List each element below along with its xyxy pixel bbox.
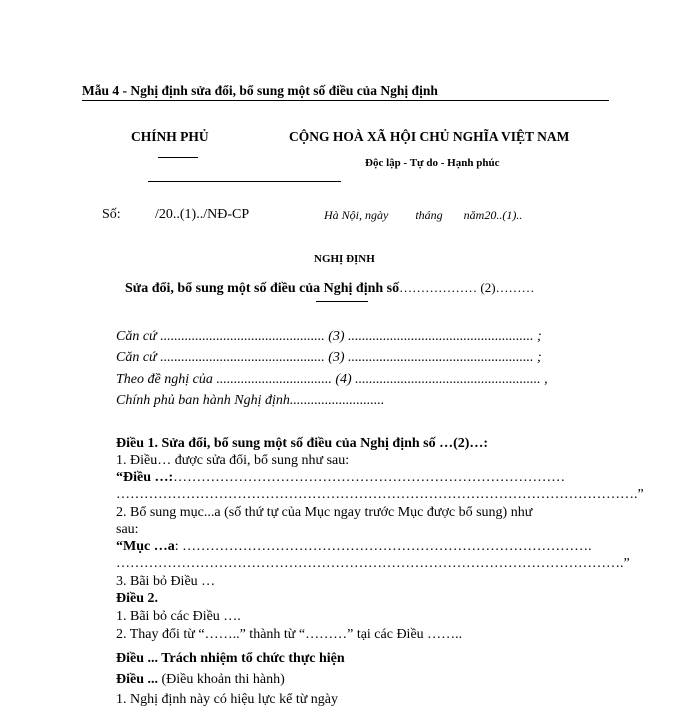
national-title: CỘNG HOÀ XÃ HỘI CHỦ NGHĨA VIỆT NAM xyxy=(289,129,570,144)
document-subject-tail: ……………… (2)……… xyxy=(399,280,535,295)
form-title-underline xyxy=(82,100,609,101)
quote-label: “Điều …: xyxy=(116,470,174,485)
article-2-item: 2. Thay đổi từ “……..” thành từ “………” tại các Điều …….. xyxy=(116,627,463,642)
article-1-item: 1. Điều… được sửa đổi, bổ sung như sau: xyxy=(116,453,350,468)
issuer-underline xyxy=(158,157,198,158)
continuation-dots: ……………………………………………………………………………………………….” xyxy=(116,556,630,571)
subject-underline xyxy=(316,301,368,302)
quote-dots: ………………………………………………………………………… xyxy=(173,470,566,485)
quote-label: “Mục …a xyxy=(116,539,175,554)
quote-dots: : ……………………………………………………………………………. xyxy=(174,539,592,554)
preamble-line: Theo đề nghị của ................................. (4) ..................................................... , xyxy=(116,372,548,387)
article-execution-label: Điều ... xyxy=(116,672,158,687)
place-date: Hà Nội, ngày tháng năm20..(1).. xyxy=(324,208,523,222)
article-1-title: Điều 1. Sửa đổi, bổ sung một số điều của Nghị định số …(2)…: xyxy=(116,436,489,451)
issuer-name: CHÍNH PHỦ xyxy=(131,129,209,144)
issuer-separator-line xyxy=(148,181,341,182)
article-1-item: 2. Bổ sung mục...a (số thứ tự của Mục ngay trước Mục được bổ sung) như xyxy=(116,505,533,520)
document-subject: Sửa đổi, bổ sung một số điều của Nghị định số xyxy=(125,281,400,296)
continuation-dots: ………………………………………………………………………………………………….” xyxy=(116,487,644,502)
preamble-line: Căn cứ ............................................... (3) ..................................................... ; xyxy=(116,350,542,365)
preamble-line: Căn cứ ............................................... (3) ..................................................... ; xyxy=(116,329,542,344)
preamble-line: Chính phủ ban hành Nghị định........................... xyxy=(116,393,385,408)
number-label: Số: xyxy=(102,207,121,222)
motto: Độc lập - Tự do - Hạnh phúc xyxy=(365,157,500,169)
form-title: Mẫu 4 - Nghị định sửa đổi, bổ sung một số điều của Nghị định xyxy=(82,83,438,98)
article-execution-text: (Điều khoản thi hành) xyxy=(161,672,285,687)
document-number: /20..(1)../NĐ-CP xyxy=(155,207,250,222)
document-type: NGHỊ ĐỊNH xyxy=(314,253,375,265)
cut-off-line: 1. Nghị định này có hiệu lực kể từ ngày xyxy=(116,692,339,707)
article-1-item-continued: sau: xyxy=(116,522,139,537)
article-2-item: 1. Bãi bỏ các Điều …. xyxy=(116,609,241,624)
article-2-title: Điều 2. xyxy=(116,591,158,606)
article-1-item: 3. Bãi bỏ Điều … xyxy=(116,574,216,589)
article-responsibility-title: Điều ... Trách nhiệm tổ chức thực hiện xyxy=(116,651,345,666)
